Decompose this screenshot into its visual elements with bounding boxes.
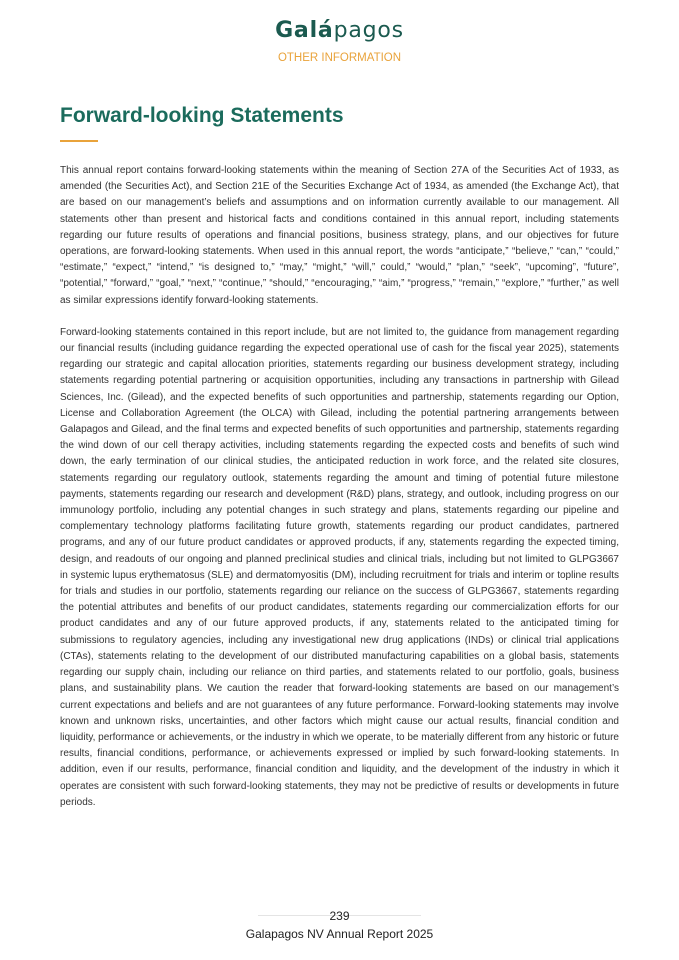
report-title: Galapagos NV Annual Report 2025	[245, 927, 434, 941]
title-underline	[60, 140, 98, 142]
body-text	[60, 163, 619, 827]
logo-text-bold: Galá	[275, 18, 334, 43]
paragraph-statements: Forward-looking statements contained in this report include, but are not limited to, the guidance from management regarding our financial results (including guidance regarding the expected operational use of cash for the fiscal year 2025), statements regarding our strategic and capital allocation priorities, statements regarding our business development strategy, including statements regarding potential partnering or acquisition opportunities, including any transactions in partnership with Gilead Sciences, Inc. (Gilead), and the expected benefits of such opportunities and partnership, statements regarding our Option, License and Collaboration Agreement (the OLCA) with Gilead, including the potential partnering arrangements between Galapagos and Gilead, and the final terms and expected benefits of such opportunities and partnership, statements regarding the wind down of our cell therapy activities, including statements regarding the expected costs and benefits of such wind down, the early termination of our clinical studies, the anticipated reduction in work force, and the related site closures, statements regarding our regulatory outlook, statements regarding the amount and timing of potential future milestone payments, statements regarding our research and development (R&D) plans, strategy, and outlook, including progress on our immunology portfolio, including any potential changes in such strategy and plans, statements regarding our pipeline and complementary technology platforms facilitating future growth, statements regarding our product candidates, partnered programs, and any of our future product candidates or approved products, if any, statements regarding the expected timing, design, and readouts of our ongoing and planned preclinical studies and clinical trials, including but not limited to GLPG3667 in systemic lupus erythematosus (SLE) and dermatomyositis (DM), including recruitment for trials and interim or topline results for trials and studies in our portfolio, statements regarding our reliance on the success of GLPG3667, statements regarding the potential attributes and benefits of our product candidates, statements regarding our commercialization efforts for our product candidates and any of our future approved products, if any, statements related to the anticipated timing for submissions to regulatory agencies, including any investigational new drug applications (INDs) or clinical trial applications (CTAs), statements relating to the development of our distributed manufacturing capabilities on a global basis, statements regarding our supply chain, including our reliance on third parties, and statements related to our portfolio, goals, business plans, and sustainability plans. We caution the reader that forward-looking statements are based on our management’s current expectations and beliefs and are not guarantees of any future performance. Forward-looking statements may involve known and unknown risks, uncertainties, and other factors which might cause our actual results, financial condition and liquidity, performance or achievements, or the industry in which we operate, to be materially different from any historic or future results, financial conditions, performance, or achievements expressed or implied by such forward-looking statements. In addition, even if our results, performance, financial condition and liquidity, and the development of the industry in which it operates are consistent with such forward-looking statements, they may not be predictive of results or developments in future periods.	[60, 326, 619, 808]
paragraph-intro: This annual report contains forward-looking statements within the meaning of Section 27A of the Securities Act of 1933, as amended (the Securities Act), and Section 21E of the Securities Exchange Act of 1934, as amended (the Exchange Act), that are based on our management’s beliefs and assumptions and on information currently available to our management. All statements other than present and historical facts and conditions contained in this annual report, including statements regarding our future results of operations and financial positions, business strategy, plans, and our objectives for future operations, are forward-looking statements. When used in this annual report, the words “anticipate,” “believe,” “can,” “could,” “estimate,” “expect,” “intend,” “is designed to,” “may,” “might,” “will,” could,” “would,” “plan,” “seek”, “upcoming”, “future”, “potential,” “forward,” “goal,” “next,” “continue,” “should,” “encouraging,” “aim,” “progress,” “remain,” “explore,” “further,” as well as similar expressions identify forward-looking statements.	[60, 165, 619, 306]
page-number: 239	[329, 909, 350, 923]
section-label: OTHER INFORMATION	[277, 52, 402, 64]
galapagos-logo	[0, 18, 679, 43]
page-title: Forward-looking Statements	[60, 104, 344, 127]
logo-text-light: pagos	[333, 18, 404, 43]
